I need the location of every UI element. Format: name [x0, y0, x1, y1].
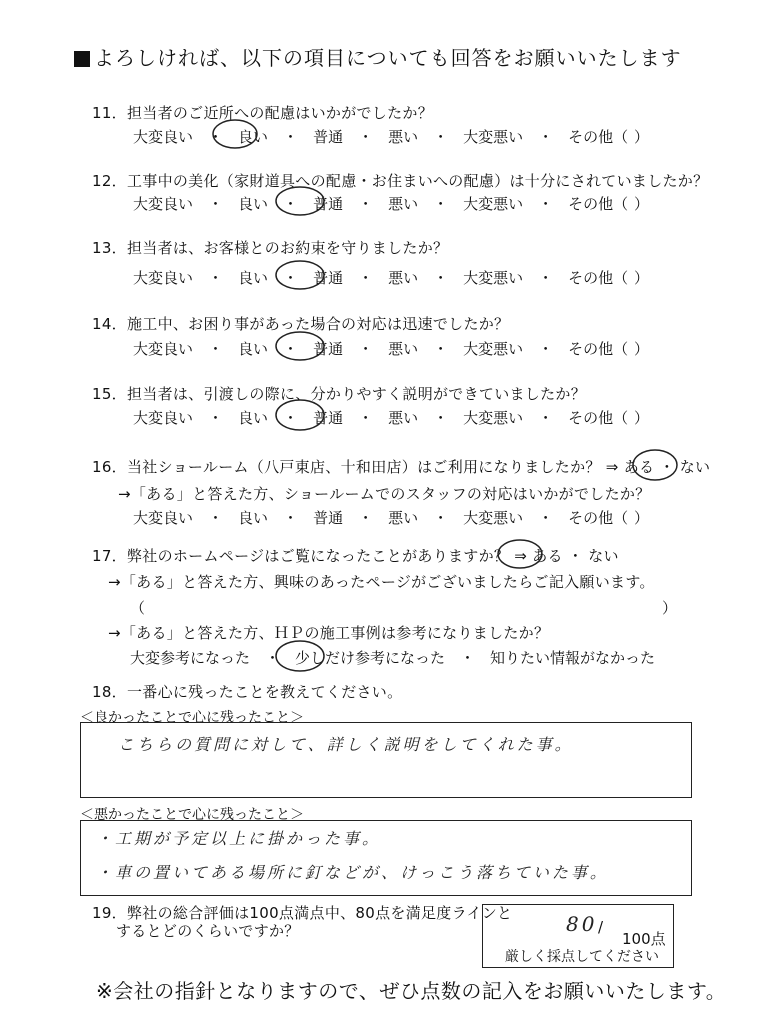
open-paren-17: （: [130, 599, 146, 617]
bad-answer-text-2: ・車の置いてある場所に釘などが、けっこう落ちていた事。: [96, 863, 609, 882]
mark-q17-somewhat: [276, 641, 324, 671]
close-paren-13: ）: [634, 269, 650, 287]
question-16-sub: →「ある」と答えた方、ショールームでのスタッフの対応はいかがでしたか？: [118, 485, 651, 503]
score-max: 100点: [622, 930, 666, 948]
close-paren-12: ）: [634, 195, 650, 213]
close-paren-11: ）: [634, 128, 650, 146]
good-label: ＜良かったことで心に残ったこと＞: [80, 710, 304, 726]
options-row-13[interactable]: 大変良い ・ 良い ・ 普通 ・ 悪い ・ 大変悪い ・ その他（: [133, 269, 629, 287]
close-paren-17: ）: [662, 599, 678, 617]
mark-q15-normal: [276, 400, 324, 430]
question-17: 17．弊社のホームページはご覧になったことがありますか？ ⇒ ある ・ ない: [92, 547, 619, 565]
options-row-17[interactable]: 大変参考になった ・ 少しだけ参考になった ・ 知りたい情報がなかった: [130, 649, 656, 667]
mark-q14-normal: [276, 332, 324, 360]
question-17-sub1: →「ある」と答えた方、興味のあったページがございましたらご記入願います。: [108, 573, 655, 591]
question-13: 13．担当者は、お客様とのお約束を守りましたか？: [92, 239, 449, 257]
close-paren-14: ）: [634, 340, 650, 358]
mark-q17-yes: [498, 540, 542, 568]
options-row-15[interactable]: 大変良い ・ 良い ・ 普通 ・ 悪い ・ 大変悪い ・ その他（: [133, 409, 629, 427]
options-row-12[interactable]: 大変良い ・ 良い ・ 普通 ・ 悪い ・ 大変悪い ・ その他（: [133, 195, 629, 213]
question-19-line2: するとどのくらいですか？: [116, 922, 300, 940]
question-19-line1: 19．弊社の総合評価は100点満点中、80点を満足度ラインと: [92, 904, 513, 922]
close-paren-16: ）: [634, 509, 650, 527]
options-row-11[interactable]: 大変良い ・ 良い ・ 普通 ・ 悪い ・ 大変悪い ・ その他（: [133, 128, 629, 146]
bad-label: ＜悪かったことで心に残ったこと＞: [80, 807, 304, 823]
mark-q11-good: [213, 120, 257, 148]
score-note: 厳しく採点してください: [505, 949, 659, 965]
question-16: 16．当社ショールーム（八戸東店、十和田店）はご利用になりましたか？ ⇒ ある ・ ない: [92, 458, 711, 476]
good-answer-text: こちらの質問に対して、詳しく説明をしてくれた事。: [118, 735, 574, 754]
page-title: よろしければ、以下の項目についても回答をお願いいたします: [74, 42, 682, 71]
footer-note: ※会社の指針となりますので、ぜひ点数の記入をお願いいたします。: [96, 979, 727, 1003]
question-15: 15．担当者は、引渡しの際に、分かりやすく説明ができていましたか？: [92, 385, 586, 403]
mark-q16-no: [633, 450, 677, 480]
mark-q13-normal: [276, 261, 324, 289]
options-row-14[interactable]: 大変良い ・ 良い ・ 普通 ・ 悪い ・ 大変悪い ・ その他（: [133, 340, 629, 358]
score-value: 80: [566, 912, 598, 936]
question-17-sub2: →「ある」と答えた方、ＨＰの施工事例は参考になりましたか？: [108, 624, 550, 642]
bad-answer-text-1: ・工期が予定以上に掛かった事。: [96, 829, 382, 848]
mark-q12-normal: [276, 187, 324, 215]
score-slash: /: [598, 918, 604, 936]
question-14: 14．施工中、お困り事があった場合の対応は迅速でしたか？: [92, 315, 510, 333]
question-11: 11．担当者のご近所への配慮はいかがでしたか？: [92, 104, 433, 122]
question-12: 12．工事中の美化（家財道具への配慮・お住まいへの配慮）は十分にされていましたか？: [92, 172, 709, 190]
options-row-16[interactable]: 大変良い ・ 良い ・ 普通 ・ 悪い ・ 大変悪い ・ その他（: [133, 509, 629, 527]
question-18: 18．一番心に残ったことを教えてください。: [92, 683, 403, 701]
close-paren-15: ）: [634, 409, 650, 427]
